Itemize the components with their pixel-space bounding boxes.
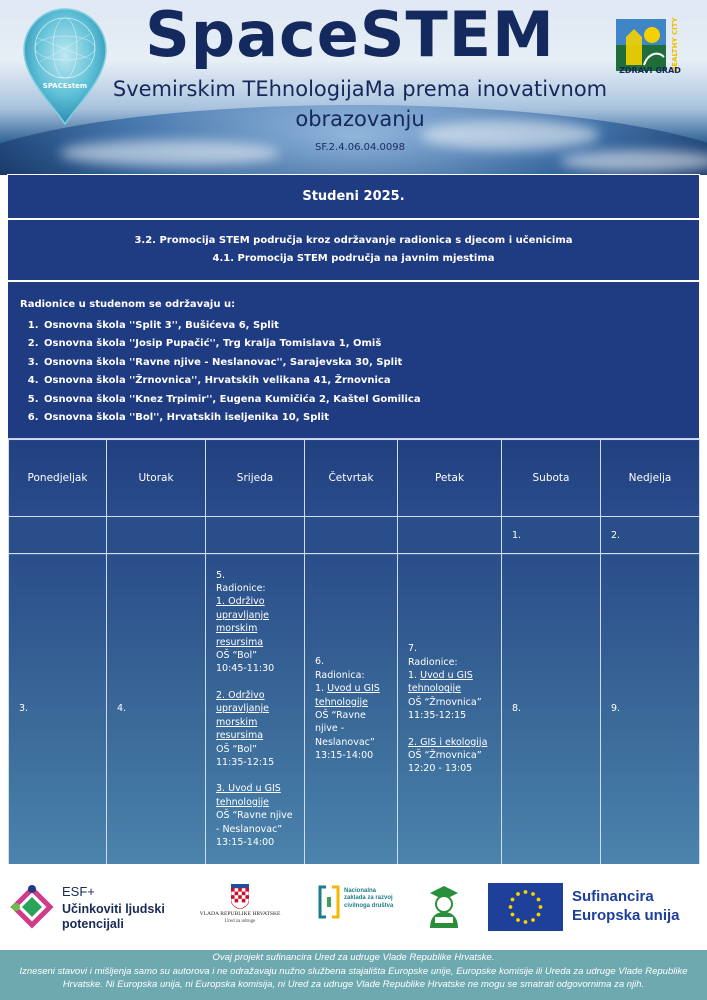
workshop-time: 13:15-14:00 bbox=[315, 750, 374, 762]
workshop-time: 11:35-12:15 bbox=[408, 710, 467, 722]
disclaimer-line: Ovaj projekt sufinancira Ured za udruge Vlade Republike Hrvatske. bbox=[212, 952, 495, 963]
workshop-entry bbox=[216, 595, 294, 675]
zdravi-grad-label: ZDRAVI GRAD bbox=[619, 66, 681, 75]
school-item: 5. Osnovna škola ''Knez Trpimir'', Eugena Kumičića 2, Kaštel Gomilica bbox=[42, 391, 687, 410]
school-item: 4. Osnovna škola ''Žrnovnica'', Hrvatskih velikana 41, Žrnovnica bbox=[42, 372, 687, 391]
calendar-cell: 4. bbox=[107, 554, 206, 865]
calendar-cell bbox=[206, 517, 305, 554]
calendar-cell: 9. bbox=[601, 554, 700, 865]
disclaimer-line: Izneseni stavovi i mišljenja samo su autorova i ne odražavaju nužno službena stajališta Europske unije, Europske komisije ili Ureda za udruge Vlade Republike Hrvatske. Ni Europska unija, ni Europska komisija, ni Ured za udruge Vlade Republike Hrvatske ne mogu se smatrati odgovornima za njih. bbox=[19, 965, 688, 991]
school-item: 3. Osnovna škola ''Ravne njive - Neslanovac'', Sarajevska 30, Split bbox=[42, 354, 687, 373]
cloud bbox=[60, 140, 280, 166]
calendar-cell: 1. bbox=[502, 517, 601, 554]
eu-label: Sufinancira Europska unija bbox=[572, 888, 680, 924]
healthy-city-text: HEALTHY CITY bbox=[671, 17, 679, 73]
workshop-entry: 1. Uvod u GIS tehnologije OŠ “Ravne njive - Neslanovac” 13:15-14:00 bbox=[315, 682, 387, 762]
calendar-table bbox=[8, 439, 700, 865]
calendar-week-row bbox=[9, 517, 700, 554]
cell-label: Radionice: bbox=[216, 583, 266, 595]
day-header-wed: Srijeda bbox=[206, 440, 305, 517]
workshop-time: 11:35-12:15 bbox=[216, 756, 275, 768]
day-header-thu: Četvrtak bbox=[305, 440, 398, 517]
page-subtitle: Svemirskim TEhnologijaMa prema inovativnom obrazovanju bbox=[112, 77, 608, 131]
schedule-board bbox=[7, 174, 700, 864]
promotion-item: 3.2. Promocija STEM područja kroz održavanje radionica s djecom i učenicima bbox=[134, 235, 573, 246]
month-heading bbox=[8, 175, 699, 220]
day-header-tue: Utorak bbox=[107, 440, 206, 517]
nzrcd-label: Nacionalna zaklada za razvoj civilnoga društva bbox=[344, 888, 394, 909]
workshop-link[interactable]: 2. GIS i ekologija bbox=[408, 736, 488, 748]
calendar-cell: 2. bbox=[601, 517, 700, 554]
disclaimer-footer bbox=[0, 950, 707, 1000]
nzrcd-logo-icon bbox=[318, 885, 340, 919]
workshop-link[interactable]: 3. Uvod u GIS tehnologije bbox=[216, 783, 281, 808]
page-title: SpaceSTEM bbox=[145, 0, 555, 71]
cell-date: 6. bbox=[315, 656, 325, 668]
school-item: 2. Osnovna škola ''Josip Pupačić'', Trg kralja Tomislava 1, Omiš bbox=[42, 335, 687, 354]
calendar-cell bbox=[107, 517, 206, 554]
vlada-label: VLADA REPUBLIKE HRVATSKE bbox=[199, 911, 281, 917]
calendar-cell: 8. bbox=[502, 554, 601, 865]
schools-intro: Radionice u studenom se održavaju u: bbox=[20, 299, 236, 310]
workshop-school: OŠ “Žrnovnica” bbox=[408, 696, 482, 708]
student-icon bbox=[427, 884, 461, 930]
school-item: 6. Osnovna škola ''Bol'', Hrvatskih iseljenika 10, Split bbox=[42, 409, 687, 428]
school-item: 1. Osnovna škola ''Split 3'', Bušićeva 6, Split bbox=[42, 317, 687, 336]
workshop-school: OŠ “Bol” bbox=[216, 743, 258, 755]
workshop-school: OŠ “Bol” bbox=[216, 650, 258, 662]
month-title: Studeni 2025. bbox=[302, 189, 405, 204]
calendar-week-row bbox=[9, 554, 700, 865]
workshop-time: 13:15-14:00 bbox=[216, 836, 275, 848]
day-header-sun: Nedjelja bbox=[601, 440, 700, 517]
day-header-mon: Ponedjeljak bbox=[9, 440, 107, 517]
cell-date: 5. bbox=[216, 569, 226, 581]
eu-logo bbox=[488, 883, 701, 931]
calendar-cell bbox=[9, 517, 107, 554]
cloud bbox=[560, 150, 707, 172]
workshop-link[interactable]: 2. Održivo upravljanje morskim resursima bbox=[216, 689, 270, 742]
workshop-time: 12:20 - 13:05 bbox=[408, 763, 473, 775]
calendar-cell-thu bbox=[305, 554, 398, 865]
esf-logo-icon bbox=[10, 885, 54, 929]
day-header-fri: Petak bbox=[398, 440, 502, 517]
esf-label: ESF+ bbox=[62, 884, 95, 899]
vlada-subtitle: Ured za udruge bbox=[224, 919, 256, 924]
esf-subtitle: Učinkoviti ljudski potencijali bbox=[62, 902, 165, 931]
promotion-item: 4.1. Promocija STEM područja na javnim mjestima bbox=[212, 253, 495, 264]
funding-logos bbox=[0, 864, 707, 950]
workshop-link[interactable]: Uvod u GIS tehnologije bbox=[315, 683, 380, 708]
spacestem-logo bbox=[22, 8, 108, 126]
croatia-coat-of-arms-icon bbox=[231, 884, 249, 909]
workshop-school: OŠ “Žrnovnica” bbox=[408, 750, 482, 762]
calendar-header-row bbox=[9, 440, 700, 517]
schools-list bbox=[20, 317, 687, 428]
project-code: SF.2.4.06.04.0098 bbox=[314, 142, 405, 153]
workshop-entry: 1. Uvod u GIS tehnologije OŠ “Žrnovnica” 11:35-12:15 bbox=[408, 669, 491, 723]
promotion-section bbox=[8, 220, 699, 282]
calendar-cell-fri bbox=[398, 554, 502, 865]
workshop-school: OŠ “Ravne njive - Neslanovac” bbox=[315, 710, 375, 748]
workshop-entry bbox=[216, 782, 294, 849]
workshop-link[interactable]: Uvod u GIS tehnologije bbox=[408, 669, 473, 695]
workshop-school: OŠ “Ravne njive - Neslanovac” bbox=[216, 810, 293, 835]
workshop-time: 10:45-11:30 bbox=[216, 663, 275, 675]
workshop-entry bbox=[216, 689, 294, 769]
cell-date: 7. bbox=[408, 643, 418, 655]
workshop-entry bbox=[408, 736, 491, 776]
calendar-cell bbox=[398, 517, 502, 554]
schools-section bbox=[8, 282, 699, 439]
eu-flag-icon bbox=[488, 883, 563, 931]
calendar-cell-wed bbox=[206, 554, 305, 865]
pin-logo-text: SPACEstem bbox=[42, 82, 88, 90]
calendar-cell: 3. bbox=[9, 554, 107, 865]
cell-label: Radionica: bbox=[315, 669, 365, 681]
cell-label: Radionice: bbox=[408, 656, 458, 668]
workshop-link[interactable]: 1. Održivo upravljanje morskim resursima bbox=[216, 596, 270, 648]
calendar-cell bbox=[305, 517, 398, 554]
day-header-sat: Subota bbox=[502, 440, 601, 517]
